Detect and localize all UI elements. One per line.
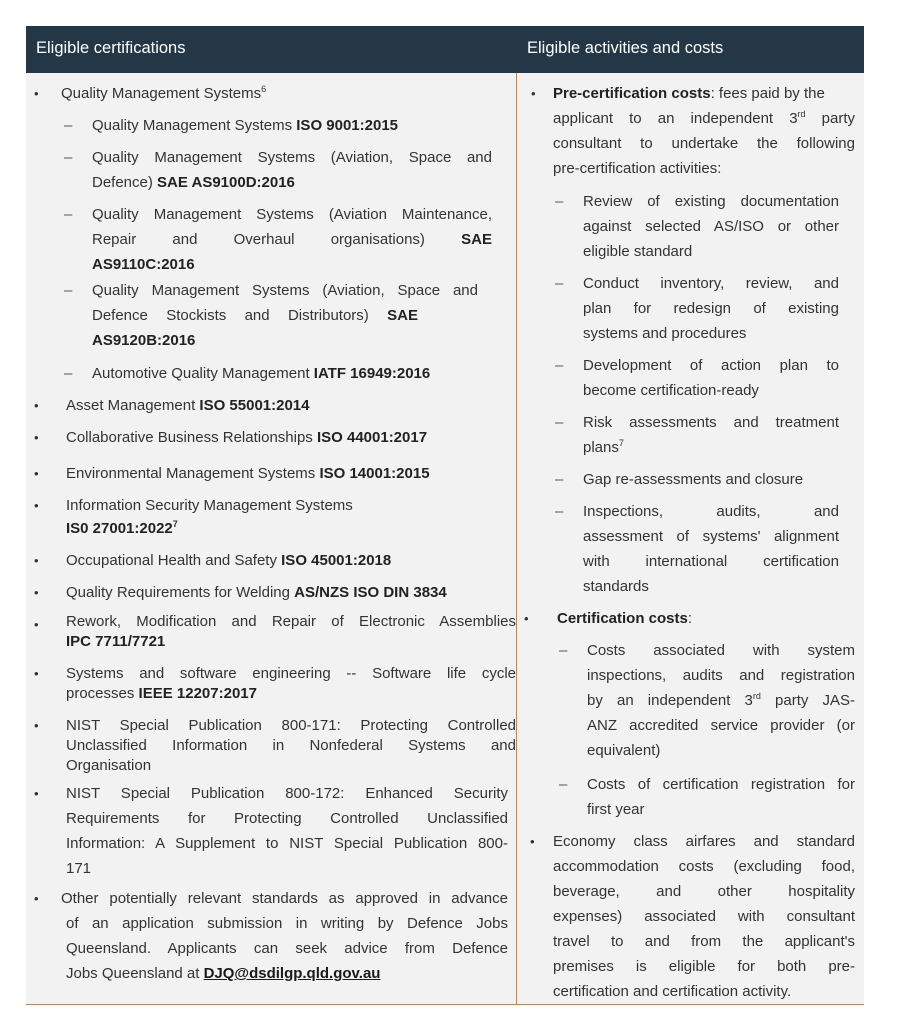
qms-9110-line3: AS9110C:2016 <box>92 256 195 273</box>
economy-line5: travel to and from the applicant's <box>553 933 855 950</box>
dash: – <box>64 149 73 166</box>
bullet: • <box>34 553 39 568</box>
dash: – <box>559 642 568 659</box>
costs-assoc-line4: ANZ accredited service provider (or <box>587 717 855 734</box>
dash: – <box>555 471 564 488</box>
costs-reg-line2: first year <box>587 801 645 818</box>
bullet: • <box>34 498 39 513</box>
risk-line1: Risk assessments and treatment <box>583 414 839 431</box>
nist172-line4: 171 <box>66 860 92 877</box>
infosec-line2: IS0 27001:2022$^7$ <box>66 519 178 537</box>
review-line1: Review of existing documentation <box>583 193 839 210</box>
bullet: • <box>34 891 39 906</box>
dash: – <box>555 275 564 292</box>
env-item: Environmental Management Systems ISO 14001:2015 <box>66 465 430 482</box>
sse-line2: processes IEEE 12207:2017 <box>66 685 257 702</box>
other-line1: Other potentially relevant standards as approved in advance <box>61 890 508 907</box>
economy-line4: expenses) associated with consultant <box>553 908 855 925</box>
column-divider <box>516 73 517 1004</box>
qms-9110-line2: Repair and Overhaul organisations) SAE <box>92 231 492 248</box>
rework-line1: Rework, Modification and Repair of Electronic Assemblies <box>66 613 516 630</box>
dash: – <box>64 206 73 223</box>
bullet: • <box>531 86 536 101</box>
precert-line4: pre-certification activities: <box>553 160 722 177</box>
bullet: • <box>34 86 39 101</box>
qms-9110-line1: Quality Management Systems (Aviation Maintenance, <box>92 206 492 223</box>
nist171-line3: Organisation <box>66 757 152 774</box>
bullet: • <box>34 617 39 632</box>
other-line2: of an application submission in writing by Defence Jobs <box>66 915 508 932</box>
costs-reg-line1: Costs of certification registration for <box>587 776 855 793</box>
rework-line2: IPC 7711/7721 <box>66 633 166 650</box>
dash: – <box>555 193 564 210</box>
qms-9120-line3: AS9120B:2016 <box>92 332 196 349</box>
dash: – <box>64 117 73 134</box>
dash: – <box>64 365 73 382</box>
action-line1: Development of action plan to <box>583 357 839 374</box>
nist171-line2: Unclassified Information in Nonfederal Systems and <box>66 737 516 754</box>
action-line2: become certification-ready <box>583 382 759 399</box>
economy-line1: Economy class airfares and standard <box>553 833 855 850</box>
precert-line2: applicant to an independent 3rd party <box>553 109 855 127</box>
costs-assoc-line1: Costs associated with system <box>587 642 855 659</box>
inspect-line2: assessment of systems' alignment <box>583 528 839 545</box>
economy-line7: certification and certification activity. <box>553 983 792 1000</box>
email-link[interactable]: DJQ@dsdilgp.qld.gov.au <box>203 965 381 982</box>
bullet: • <box>34 398 39 413</box>
bullet: • <box>34 666 39 681</box>
infosec-line1: Information Security Management Systems <box>66 497 353 514</box>
header-eligible-certifications: Eligible certifications <box>36 39 186 57</box>
qms-item: Quality Management Systems$^6$ <box>61 84 267 102</box>
inspect-line1: Inspections, audits, and <box>583 503 839 520</box>
certifications-table <box>26 26 864 1005</box>
bullet: • <box>34 718 39 733</box>
precert-line3: consultant to undertake the following <box>553 135 855 152</box>
dash: – <box>555 503 564 520</box>
qms-9120-line2: Defence Stockists and Distributors) SAE <box>92 307 418 324</box>
sse-line1: Systems and software engineering -- Software life cycle <box>66 665 516 682</box>
inspect-line3: with international certification <box>583 553 839 570</box>
bullet: • <box>34 466 39 481</box>
bullet: • <box>524 611 529 626</box>
dash: – <box>64 282 73 299</box>
nist172-line2: Requirements for Protecting Controlled Unclassified <box>66 810 508 827</box>
certcosts-heading: Certification costs: <box>557 610 693 627</box>
precert-line1: Pre-certification costs: fees paid by the <box>553 85 825 102</box>
economy-line3: beverage, and other hospitality <box>553 883 855 900</box>
qms-9100-line2: Defence) SAE AS9100D:2016 <box>92 174 295 191</box>
ohs-item: Occupational Health and Safety ISO 45001:2018 <box>66 552 392 569</box>
qms-9100-line1: Quality Management Systems (Aviation, Space and <box>92 149 492 166</box>
inventory-line1: Conduct inventory, review, and <box>583 275 839 292</box>
asset-item: Asset Management ISO 55001:2014 <box>66 397 310 414</box>
economy-line6: premises is eligible for both pre- <box>553 958 855 975</box>
qms-9120-line1: Quality Management Systems (Aviation, Space and <box>92 282 478 299</box>
qms-9001-item: Quality Management Systems ISO 9001:2015 <box>92 117 399 134</box>
inspect-line4: standards <box>583 578 649 595</box>
iatf-item: Automotive Quality Management IATF 16949:2016 <box>92 365 431 382</box>
collab-item: Collaborative Business Relationships ISO 44001:2017 <box>66 429 428 446</box>
dash: – <box>555 414 564 431</box>
other-line3: Queensland. Applicants can seek advice from Defence <box>66 940 508 957</box>
bullet: • <box>34 786 39 801</box>
dash: – <box>559 776 568 793</box>
bullet: • <box>34 585 39 600</box>
nist172-line3: Information: A Supplement to NIST Special Publication 800- <box>66 835 508 852</box>
dash: – <box>555 357 564 374</box>
costs-assoc-line3: by an independent 3rd party JAS- <box>587 691 855 709</box>
header-eligible-activities: Eligible activities and costs <box>527 39 724 57</box>
bullet: • <box>530 834 535 849</box>
gap-item: Gap re-assessments and closure <box>583 471 804 488</box>
nist171-line1: NIST Special Publication 800-171: Protecting Controlled <box>66 717 516 734</box>
other-line4: Jobs Queensland at DJQ@dsdilgp.qld.gov.au <box>66 965 381 982</box>
bullet: • <box>34 430 39 445</box>
review-line3: eligible standard <box>583 243 693 260</box>
economy-line2: accommodation costs (excluding food, <box>553 858 855 875</box>
welding-item: Quality Requirements for Welding AS/NZS ISO DIN 3834 <box>66 584 447 601</box>
table-header <box>26 26 864 73</box>
risk-line2: plans$^7$ <box>583 438 624 456</box>
costs-assoc-line2: inspections, audits and registration <box>587 667 855 684</box>
inventory-line2: plan for redesign of existing <box>583 300 839 317</box>
review-line2: against selected AS/ISO or other <box>583 218 839 235</box>
nist172-line1: NIST Special Publication 800-172: Enhanced Security <box>66 785 508 802</box>
costs-assoc-line5: equivalent) <box>587 742 661 759</box>
inventory-line3: systems and procedures <box>583 325 747 342</box>
